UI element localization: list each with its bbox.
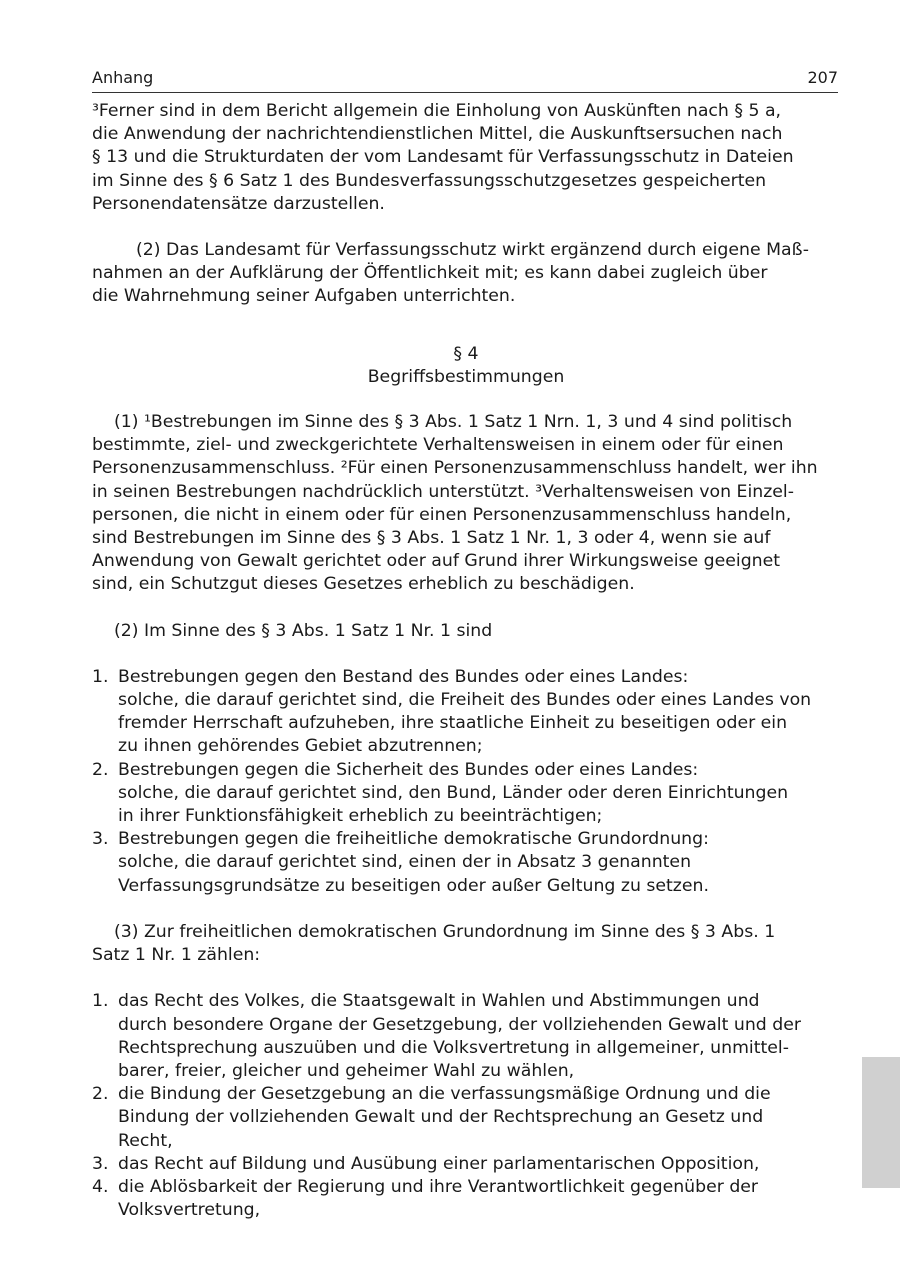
text-line: Recht, (118, 1130, 173, 1151)
text-line: zu ihnen gehörendes Gebiet abzutrennen; (118, 736, 483, 757)
section-title: Begriffsbestimmungen (367, 366, 565, 387)
list-item (92, 1153, 840, 1176)
text-line: § 13 und die Strukturdaten der vom Landesamt für Verfassungsschutz in Dateien (92, 147, 794, 168)
text-line: im Sinne des § 6 Satz 1 des Bundesverfassungsschutzgesetzes gespeicherten (92, 170, 767, 191)
text-line: Anwendung von Gewalt gerichtet oder auf Grund ihrer Wirkungsweise geeignet (92, 551, 781, 572)
list-number: 2. (92, 759, 109, 780)
thumb-index-tab (862, 1057, 900, 1188)
list-item (92, 828, 840, 898)
text-line: solche, die darauf gerichtet sind, die Freiheit des Bundes oder eines Landes von (118, 690, 812, 711)
page-number: 207 (807, 68, 838, 87)
text-line: (2) Das Landesamt für Verfassungsschutz wirkt ergänzend durch eigene Maß- (136, 240, 810, 261)
list-number: 2. (92, 1084, 109, 1105)
paragraph-3 (92, 411, 840, 597)
section-number: § 4 (453, 343, 479, 364)
text-line: Volksvertretung, (118, 1200, 261, 1221)
text-line: fremder Herrschaft aufzuheben, ihre staatliche Einheit zu beseitigen oder ein (118, 713, 788, 734)
text-line: ³Ferner sind in dem Bericht allgemein die Einholung von Auskünften nach § 5 a, (92, 101, 782, 121)
text-line: Bestrebungen gegen den Bestand des Bundes oder eines Landes: (118, 666, 689, 687)
text-line: sind, ein Schutzgut dieses Gesetzes erheblich zu beschädigen. (92, 574, 635, 595)
header-title: Anhang (92, 68, 154, 87)
list-grundordnung (92, 990, 840, 1222)
text-line: in seinen Bestrebungen nachdrücklich unterstützt. ³Verhaltensweisen von Einzel- (92, 481, 794, 502)
text-line: solche, die darauf gerichtet sind, den Bund, Länder oder deren Einrichtungen (118, 782, 789, 803)
running-header (92, 68, 838, 93)
list-number: 4. (92, 1176, 109, 1197)
text-line: (3) Zur freiheitlichen demokratischen Grundordnung im Sinne des § 3 Abs. 1 (114, 921, 776, 942)
paragraph-2 (92, 239, 840, 309)
text-line: Personenzusammenschluss. ²Für einen Personenzusammenschluss handelt, wer ihn (92, 458, 818, 479)
list-number: 1. (92, 991, 109, 1012)
text-line: die Ablösbarkeit der Regierung und ihre Verantwortlichkeit gegenüber der (118, 1176, 759, 1197)
list-item (92, 1083, 840, 1153)
paragraph-4: (2) Im Sinne des § 3 Abs. 1 Satz 1 Nr. 1 sind (114, 620, 493, 641)
text-line: Bindung der vollziehenden Gewalt und der Rechtsprechung an Gesetz und (118, 1107, 764, 1128)
text-line: Bestrebungen gegen die freiheitliche demokratische Grundordnung: (118, 829, 709, 850)
page-body (92, 100, 840, 1222)
text-line: solche, die darauf gerichtet sind, einen der in Absatz 3 genannten (118, 852, 692, 873)
list-item (92, 1176, 840, 1222)
text-line: das Recht des Volkes, die Staatsgewalt in Wahlen und Abstimmungen und (118, 991, 760, 1012)
list-item (92, 990, 840, 1083)
text-line: nahmen an der Aufklärung der Öffentlichkeit mit; es kann dabei zugleich über (92, 263, 768, 284)
text-line: durch besondere Organe der Gesetzgebung, der vollziehenden Gewalt und der (118, 1014, 801, 1035)
list-item (92, 759, 840, 829)
text-line: barer, freier, gleicher und geheimer Wahl zu wählen, (118, 1060, 575, 1081)
list-number: 3. (92, 1153, 109, 1174)
text-line: (1) ¹Bestrebungen im Sinne des § 3 Abs. 1 Satz 1 Nrn. 1, 3 und 4 sind politisch (114, 412, 793, 433)
list-item (92, 666, 840, 759)
text-line: das Recht auf Bildung und Ausübung einer parlamentarischen Opposition, (118, 1153, 760, 1174)
text-line: personen, die nicht in einem oder für einen Personenzusammenschluss handeln, (92, 504, 792, 525)
text-line: die Anwendung der nachrichtendienstlichen Mittel, die Auskunftsersuchen nach (92, 124, 783, 145)
text-line: Bestrebungen gegen die Sicherheit des Bundes oder eines Landes: (118, 759, 699, 780)
paragraph-1 (92, 100, 840, 216)
list-number: 1. (92, 666, 109, 687)
text-line: Personendatensätze darzustellen. (92, 193, 385, 214)
text-line: die Bindung der Gesetzgebung an die verfassungsmäßige Ordnung und die (118, 1084, 771, 1105)
list-definitions (92, 666, 840, 898)
text-line: in ihrer Funktionsfähigkeit erheblich zu beeinträchtigen; (118, 806, 603, 827)
text-line: Satz 1 Nr. 1 zählen: (92, 945, 261, 966)
text-line: bestimmte, ziel- und zweckgerichtete Verhaltensweisen in einem oder für einen (92, 435, 784, 456)
text-line: sind Bestrebungen im Sinne des § 3 Abs. 1 Satz 1 Nr. 1, 3 oder 4, wenn sie auf (92, 528, 771, 549)
list-number: 3. (92, 829, 109, 850)
text-line: die Wahrnehmung seiner Aufgaben unterrichten. (92, 286, 516, 307)
text-line: Rechtsprechung auszuüben und die Volksvertretung in allgemeiner, unmittel- (118, 1037, 789, 1058)
text-line: Verfassungsgrundsätze zu beseitigen oder außer Geltung zu setzen. (118, 875, 709, 896)
paragraph-5 (92, 921, 840, 967)
